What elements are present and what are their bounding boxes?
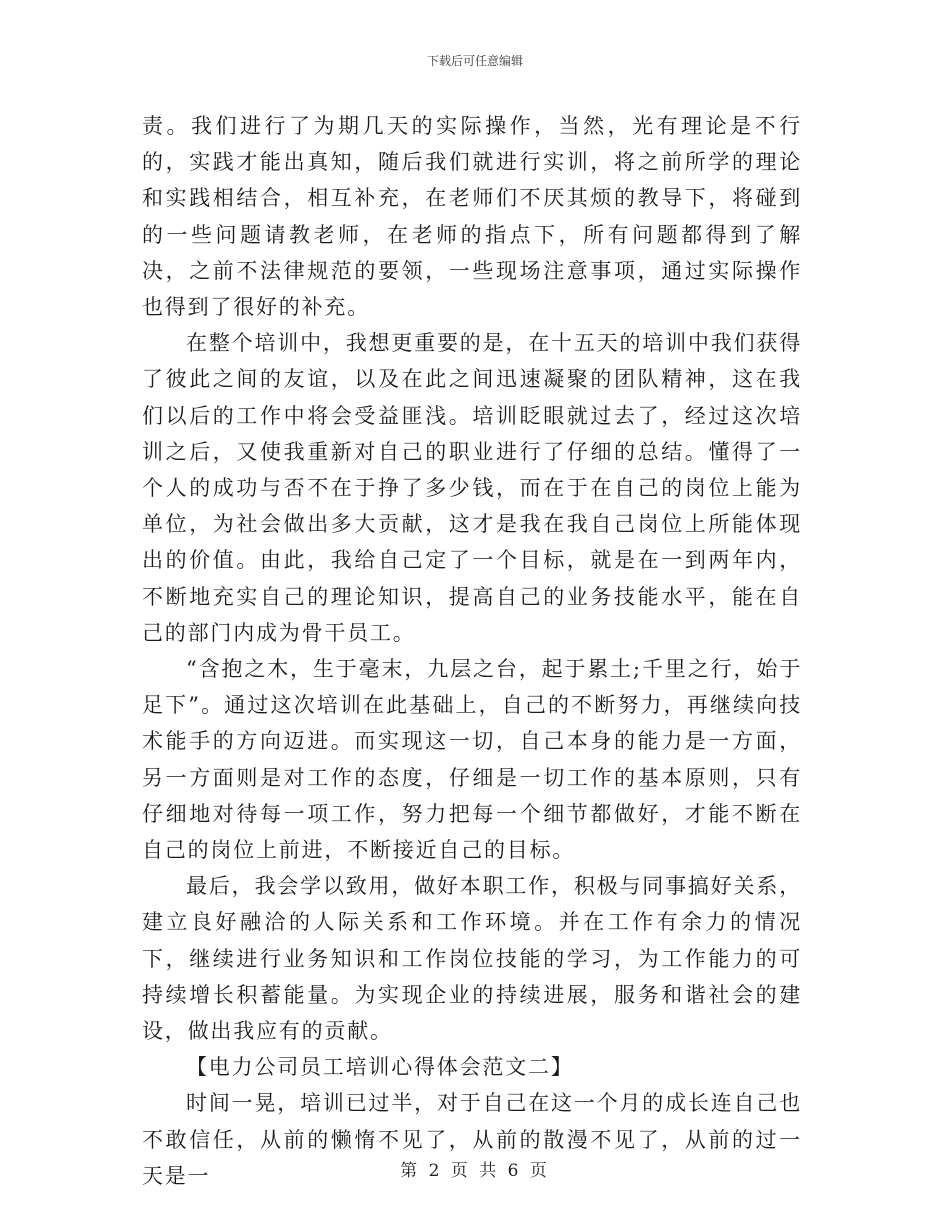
document-body bbox=[142, 108, 802, 1194]
paragraph-4: 最后，我会学以致用，做好本职工作，积极与同事搞好关系，建立良好融洽的人际关系和工作环境。并在工作有余力的情况下，继续进行业务知识和工作岗位技能的学习，为工作能力的可持续增长积蓄能量。为实现企业的持续进展，服务和谐社会的建设，做出我应有的贡献。 bbox=[142, 874, 802, 1044]
paragraph-2: 在整个培训中，我想更重要的是，在十五天的培训中我们获得了彼此之间的友谊，以及在此之间迅速凝聚的团队精神，这在我们以后的工作中将会受益匪浅。培训眨眼就过去了，经过这次培训之后，又使我重新对自己的职业进行了仔细的总结。懂得了一个人的成功与否不在于挣了多少钱，而在于在自己的岗位上能为单位，为社会做出多大贡献，这才是我在我自己岗位上所能体现出的价值。由此，我给自己定了一个目标，就是在一到两年内，不断地充实自己的理论知识，提高自己的业务技能水平，能在自己的部门内成为骨干员工。 bbox=[142, 331, 802, 645]
page-header: 下载后可任意编辑 bbox=[426, 54, 523, 68]
paragraph-5: 时间一晃，培训已过半，对于自己在这一个月的成长连自己也不敢信任，从前的懒惰不见了，从前的散漫不见了，从前的过一天是一 bbox=[142, 1091, 802, 1188]
paragraph-3: “含抱之木，生于毫末，九层之台，起于累土;千里之行，始于足下”。通过这次培训在此基础上，自己的不断努力，再继续向技术能手的方向迈进。而实现这一切，自己本身的能力是一方面，另一方面则是对工作的态度，仔细是一切工作的基本原则，只有仔细地对待每一项工作，努力把每一个细节都做好，才能不断在自己的岗位上前进，不断接近自己的目标。 bbox=[142, 657, 802, 863]
paragraph-1: 责。我们进行了为期几天的实际操作，当然，光有理论是不行的，实践才能出真知，随后我们就进行实训，将之前所学的理论和实践相结合，相互补充，在老师们不厌其烦的教导下，将碰到的一些问题请教老师，在老师的指点下，所有问题都得到了解决，之前不法律规范的要领，一些现场注意事项，通过实际操作也得到了很好的补充。 bbox=[142, 114, 802, 320]
page-number: 第 2 页 共 6 页 bbox=[400, 1161, 550, 1181]
section-heading: 【电力公司员工培训心得体会范文二】 bbox=[186, 1055, 574, 1080]
